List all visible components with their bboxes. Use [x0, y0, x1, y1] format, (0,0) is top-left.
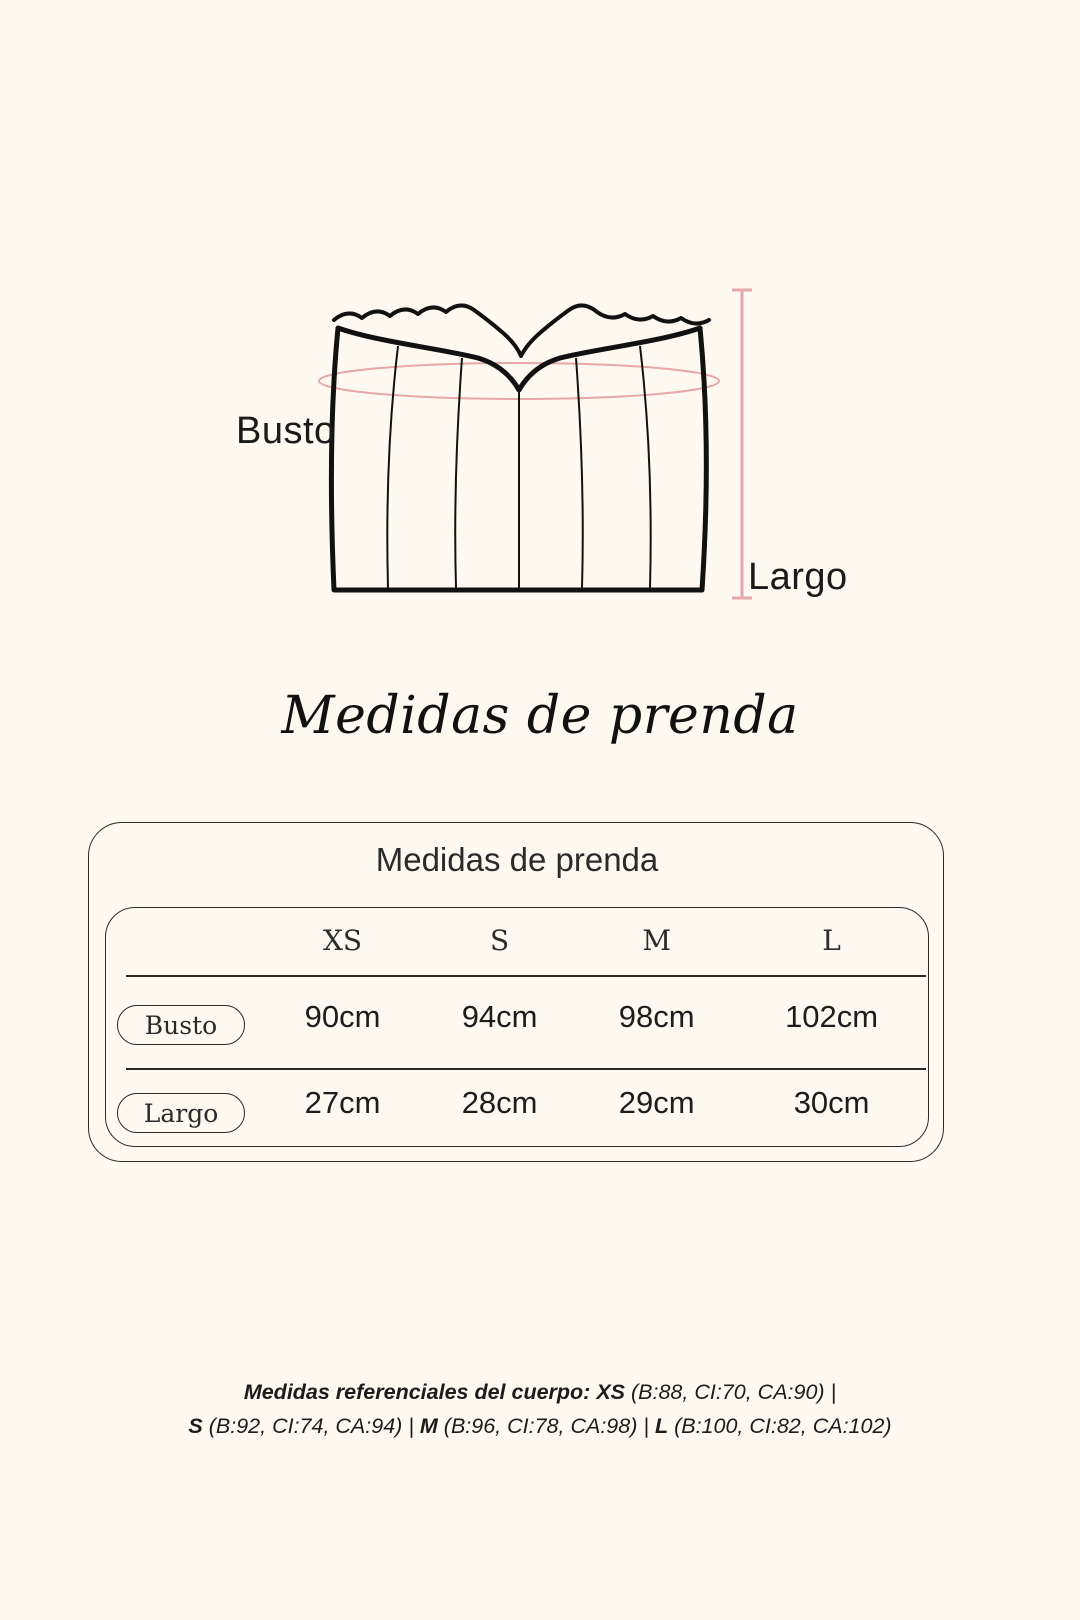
footnote-divider-2: | — [408, 1414, 414, 1438]
footnote-divider-3: | — [643, 1414, 649, 1438]
footnote-lead: Medidas referenciales del cuerpo: — [243, 1380, 591, 1404]
size-header-s: S — [490, 923, 510, 957]
footnote-xs-size: XS — [596, 1380, 626, 1404]
table-corner-cell — [104, 906, 264, 974]
ruffle-trim — [334, 305, 709, 356]
largo-s-value: 28cm — [461, 1085, 538, 1120]
busto-m-value: 98cm — [618, 999, 695, 1034]
row-label-busto: Busto — [117, 1005, 245, 1045]
body-reference-note — [0, 1375, 1080, 1443]
footnote-xs-values: (B:88, CI:70, CA:90) — [631, 1380, 825, 1404]
row-label-largo: Largo — [117, 1093, 245, 1133]
footnote-divider-1: | — [830, 1380, 837, 1404]
footnote-s-values: (B:92, CI:74, CA:94) — [208, 1414, 403, 1438]
footnote-l-values: (B:100, CI:82, CA:102) — [674, 1414, 892, 1438]
busto-l-value: 102cm — [785, 999, 879, 1034]
largo-xs-value: 27cm — [304, 1085, 381, 1120]
footnote-l-size: L — [654, 1414, 669, 1438]
seam-line-left-outer — [387, 346, 398, 588]
busto-s-value: 94cm — [461, 999, 538, 1034]
seam-line-left-inner — [455, 358, 462, 588]
size-header-l: L — [822, 923, 841, 957]
busto-xs-value: 90cm — [304, 999, 381, 1034]
footnote-m-values: (B:96, CI:78, CA:98) — [443, 1414, 638, 1438]
page-title: Medidas de prenda — [281, 686, 799, 746]
seam-line-right-inner — [576, 358, 583, 588]
table-header-row — [104, 906, 928, 974]
length-label: Largo — [748, 556, 848, 598]
largo-l-value: 30cm — [793, 1085, 870, 1120]
largo-m-value: 29cm — [618, 1085, 695, 1120]
garment-illustration — [0, 250, 1080, 650]
footnote-m-size: M — [419, 1414, 438, 1438]
size-header-m: M — [642, 923, 671, 957]
footnote-s-size: S — [188, 1414, 203, 1438]
bust-label: Busto — [236, 410, 336, 452]
measurements-card-title: Medidas de prenda — [375, 841, 659, 878]
seam-line-right-outer — [640, 346, 651, 588]
size-header-xs: XS — [322, 923, 363, 957]
